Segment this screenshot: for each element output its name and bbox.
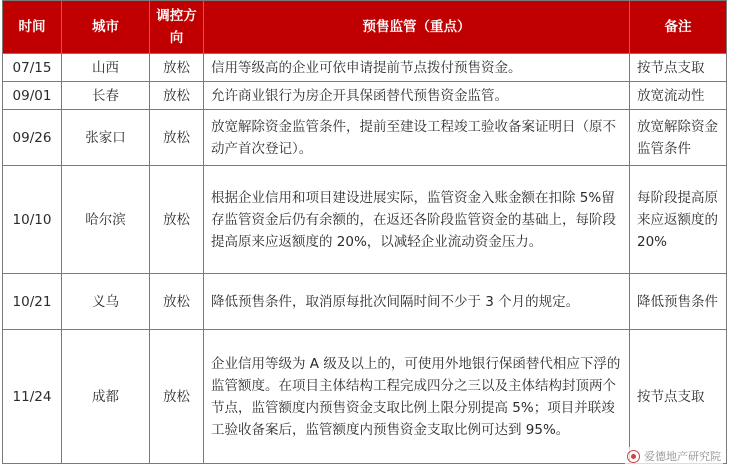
row-date: 07/15	[3, 54, 62, 82]
row-city: 成都	[62, 330, 150, 464]
row-city: 长春	[62, 82, 150, 110]
row-direction: 放松	[150, 330, 204, 464]
header-note: 备注	[630, 1, 727, 54]
table-row	[3, 166, 727, 274]
row-city: 山西	[62, 54, 150, 82]
table-row	[3, 330, 727, 464]
header-direction: 调控方向	[150, 1, 204, 54]
table-row	[3, 110, 727, 166]
row-content: 根据企业信用和项目建设进展实际，监管资金入账金额在扣除 5%留存监管资金后仍有余额的，在返还各阶段监管资金的基础上，每阶段提高原来应返额度的 20%，以减轻企业流动资金压力。	[204, 166, 630, 274]
row-city: 哈尔滨	[62, 166, 150, 274]
row-note: 降低预售条件	[630, 274, 727, 330]
header-city: 城市	[62, 1, 150, 54]
table-header-row	[3, 1, 727, 54]
row-content: 企业信用等级为 A 级及以上的，可使用外地银行保函替代相应下浮的监管额度。在项目主体结构工程完成四分之三以及主体结构封顶两个节点，监管额度内预售资金支取比例上限分别提高 5%；项目并联竣工验收备案后，监管额度内预售资金支取比例可达到 95%。	[204, 330, 630, 464]
presale-policy-table	[2, 0, 727, 464]
row-direction: 放松	[150, 274, 204, 330]
table-row	[3, 274, 727, 330]
table-row	[3, 82, 727, 110]
row-date: 09/26	[3, 110, 62, 166]
row-city: 张家口	[62, 110, 150, 166]
header-date: 时间	[3, 1, 62, 54]
row-note: 每阶段提高原来应返额度的 20%	[630, 166, 727, 274]
row-content: 放宽解除资金监管条件，提前至建设工程竣工验收备案证明日（原不动产首次登记）。	[204, 110, 630, 166]
row-date: 10/10	[3, 166, 62, 274]
row-city: 义乌	[62, 274, 150, 330]
watermark-text: 爱德地产研究院	[644, 450, 721, 463]
row-date: 11/24	[3, 330, 62, 464]
row-content: 允许商业银行为房企开具保函替代预售资金监管。	[204, 82, 630, 110]
row-note: 按节点支取	[630, 330, 727, 464]
row-content: 信用等级高的企业可依申请提前节点拨付预售资金。	[204, 54, 630, 82]
row-direction: 放松	[150, 166, 204, 274]
row-note: 按节点支取	[630, 54, 727, 82]
row-note: 放宽解除资金监管条件	[630, 110, 727, 166]
row-content: 降低预售条件，取消原每批次间隔时间不少于 3 个月的规定。	[204, 274, 630, 330]
header-content: 预售监管（重点）	[204, 1, 630, 54]
row-date: 10/21	[3, 274, 62, 330]
watermark	[625, 447, 723, 465]
row-note: 放宽流动性	[630, 82, 727, 110]
row-date: 09/01	[3, 82, 62, 110]
row-direction: 放松	[150, 110, 204, 166]
row-direction: 放松	[150, 54, 204, 82]
logo-icon	[627, 450, 640, 463]
table-row	[3, 54, 727, 82]
row-direction: 放松	[150, 82, 204, 110]
